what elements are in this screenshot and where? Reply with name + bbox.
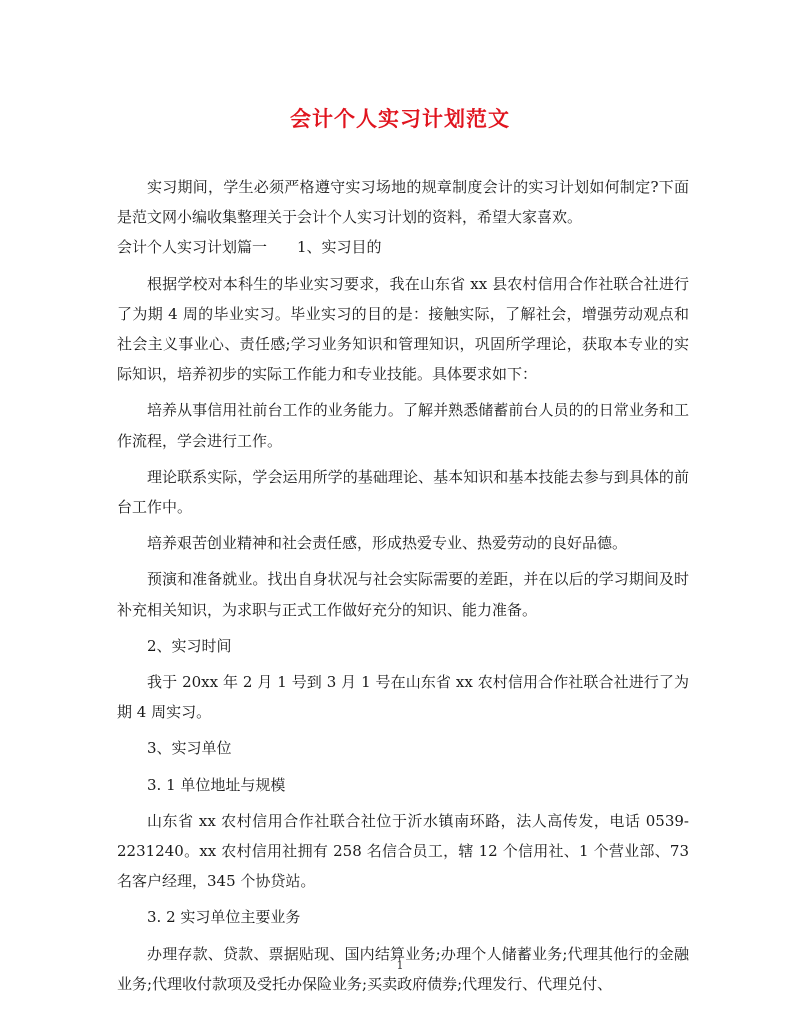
paragraph-unit-business: 办理存款、贷款、票据贴现、国内结算业务;办理个人储蓄业务;代理其他行的金融业务;代理收付款项及受托办保险业务;买卖政府债券;代理发行、代理兑付、 xyxy=(117,944,689,993)
document-body xyxy=(117,172,689,999)
paragraph-ability: 培养从事信用社前台工作的业务能力。了解并熟悉储蓄前台人员的的日常业务和工作流程，学会进行工作。 xyxy=(117,401,689,450)
paragraph-intro: 实习期间，学生必须严格遵守实习场地的规章制度会计的实习计划如何制定?下面是范文网小编收集整理关于会计个人实习计划的资料，希望大家喜欢。 xyxy=(117,178,689,227)
heading-unit-business: 3. 2 实习单位主要业务 xyxy=(147,908,301,927)
paragraph-unit-address: 山东省 xx 农村信用合作社联合社位于沂水镇南环路，法人高传发，电话 0539-2231240。xx 农村信用社拥有 258 名信合员工，辖 12 个信用社、1 个营业部、73 名客户经理，345 个协贷站。 xyxy=(117,811,689,891)
paragraph-spirit: 培养艰苦创业精神和社会责任感，形成热爱专业、热爱劳动的良好品德。 xyxy=(147,534,628,553)
heading-unit-address: 3. 1 单位地址与规模 xyxy=(147,775,286,794)
paragraph-purpose: 根据学校对本科生的毕业实习要求，我在山东省 xx 县农村信用合作社联合社进行了为期 4 周的毕业实习。毕业实习的目的是：接触实际，了解社会，增强劳动观点和社会主义事业心、责任感;学习业务知识和管理知识，巩固所学理论，获取本专业的实际知识，培养初步的实际工作能力和专业技能。具体要求如下： xyxy=(117,274,689,384)
heading-internship-unit: 3、实习单位 xyxy=(147,739,232,758)
paragraph-internship-time: 我于 20xx 年 2 月 1 号到 3 月 1 号在山东省 xx 农村信用合作社联合社进行了为期 4 周实习。 xyxy=(117,673,689,722)
document-title: 会计个人实习计划范文 xyxy=(290,107,510,131)
paragraph-theory: 理论联系实际，学会运用所学的基础理论、基本知识和基本技能去参与到具体的前台工作中。 xyxy=(117,467,689,517)
paragraph-section-heading: 会计个人实习计划篇一 1、实习目的 xyxy=(117,238,382,257)
paragraph-employment: 预演和准备就业。找出自身状况与社会实际需要的差距，并在以后的学习期间及时补充相关知识，为求职与正式工作做好充分的知识、能力准备。 xyxy=(117,570,689,619)
page-number: 1 xyxy=(396,959,404,972)
heading-internship-time: 2、实习时间 xyxy=(147,636,232,655)
